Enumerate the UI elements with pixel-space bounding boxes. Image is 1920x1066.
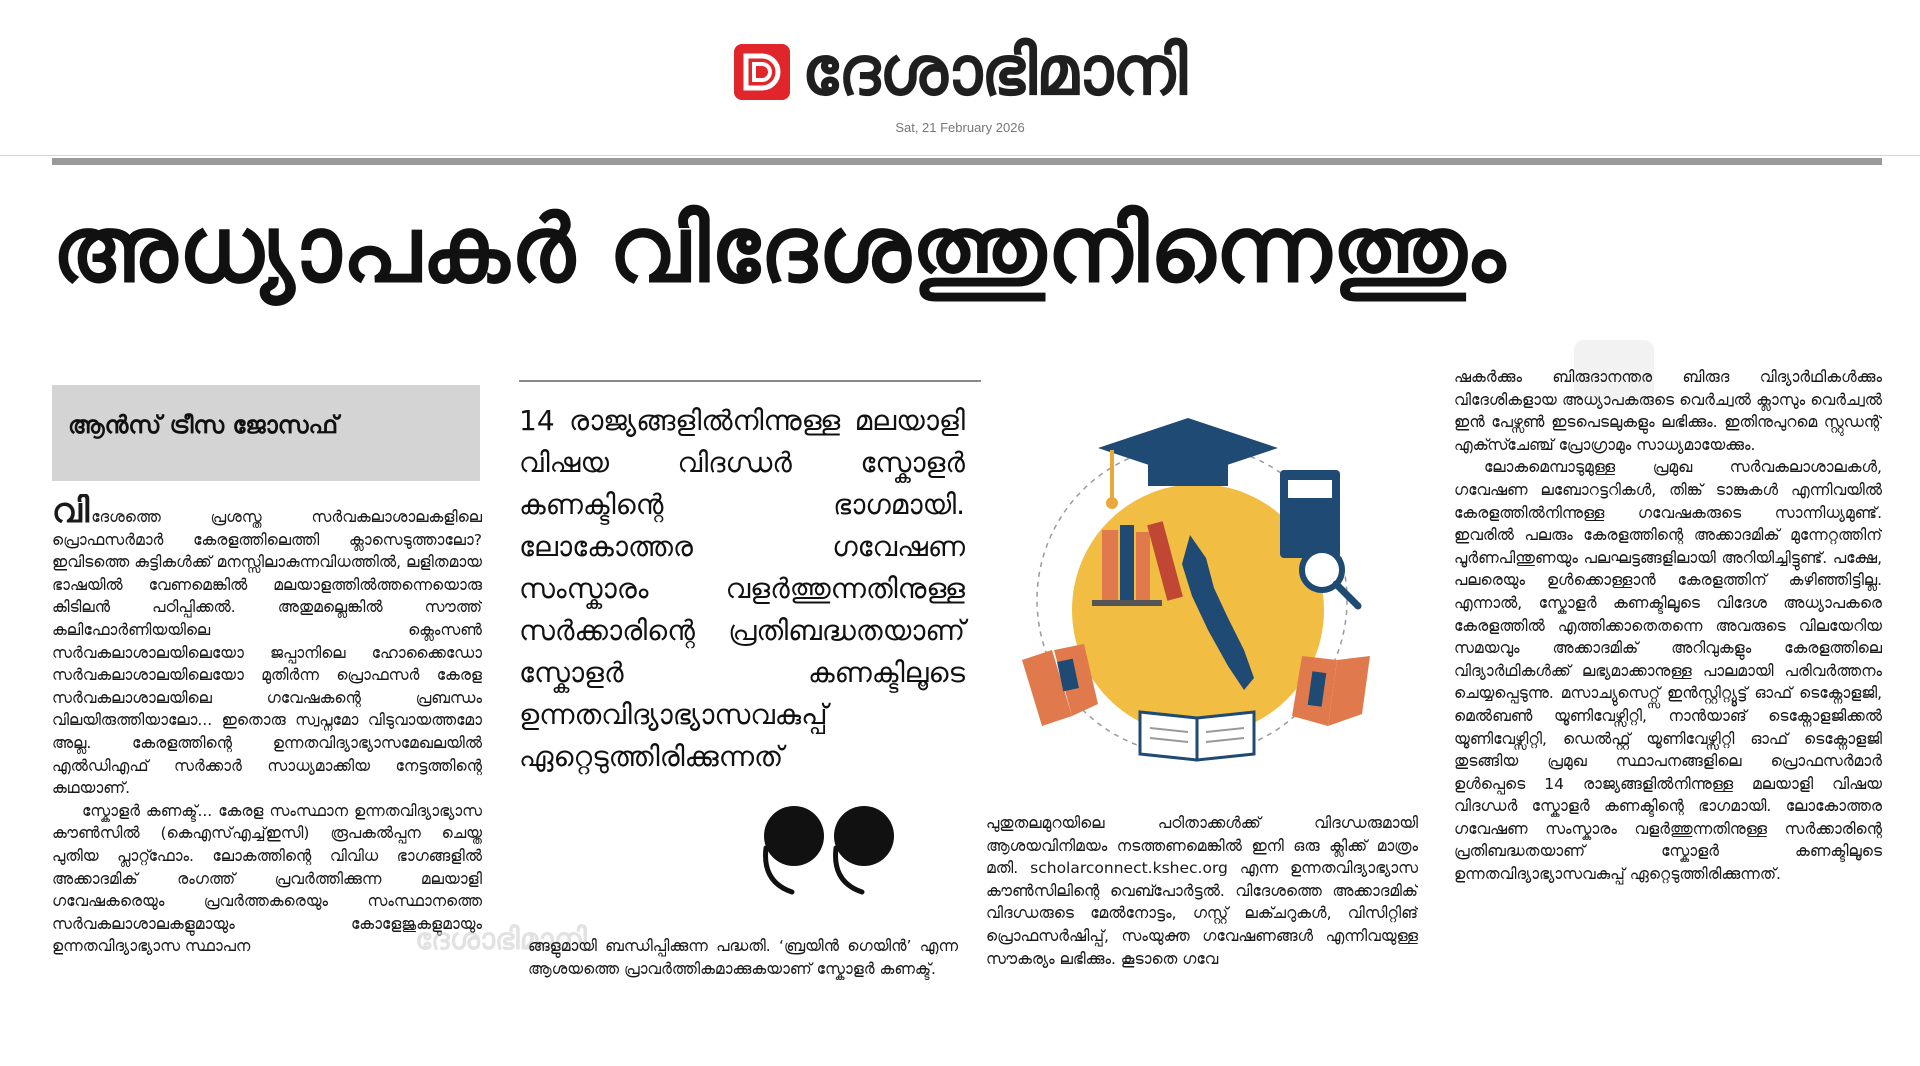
column-3: പുതുതലമുറയിലെ പഠിതാക്കൾക്ക് വിദഗ്ധരുമായി ആശയവിനിമയം നടത്തണമെങ്കിൽ ഇനി ഒരു ക്ലിക്ക് മാത്രം മതി. scholarconnect.kshec.org എന്ന ഉന്നതവിദ്യാഭ്യാസ കൗൺസിലിന്റെ വെബ്പോർട്ടൽ. വിദേശത്തെ അക്കാദമിക് വിദഗ്ധരുടെ മേൽനോട്ടം, ഗസ്റ്റ് ലക്ചറുകൾ, വിസിറ്റിങ് പ്രൊഫസർഷിപ്പ്, സംയുക്ത ഗവേഷണങ്ങൾ എന്നിവയുള്ള സൗകര്യം ലഭിക്കും. കൂടാതെ ഗവേ (986, 814, 1418, 968)
article-headline: അധ്യാപകർ വിദേശത്തുനിന്നെത്തും (52, 196, 1507, 303)
logo-text: ദേശാഭിമാനി (801, 32, 1187, 111)
deshabhimani-logo-icon (734, 44, 790, 100)
masthead (0, 0, 1920, 156)
pull-quote: 14 രാജ്യങ്ങളിൽനിന്നുള്ള മലയാളി വിഷയ വിദഗ്ധർ സ്കോളർ കണക്ടിന്റെ ഭാഗമായി. ലോകോത്തര ഗവേഷണ സംസ്കാരം വളർത്തുന്നതിനുള്ള സർക്കാരിന്റെ പ്രതിബദ്ധതയാണ് സ്കോളർ കണക്ടിലൂടെ ഉന്നതവിദ്യാഭ്യാസവകുപ്പ് ഏറ്റെടുത്തിരിക്കുന്നത് (519, 404, 965, 773)
header-rule (52, 158, 1882, 165)
logo[interactable] (0, 32, 1920, 111)
col4-paragraph-2: ലോകമെമ്പാടുമുള്ള പ്രമുഖ സർവകലാശാലകൾ, ഗവേഷണ ലബോറട്ടറികൾ, തിങ്ക് ടാങ്കുകൾ എന്നിവയിൽ കേരളത്തിൽനിന്നുള്ള ഗവേഷകരുടെ സാന്നിധ്യമുണ്ട്. ഇവരിൽ പലരും കേരളത്തിന്റെ അക്കാദമിക് മുന്നേറ്റത്തിന് പൂർണപിന്തുണയും പലഘട്ടങ്ങളിലായി അറിയിച്ചിട്ടുണ്ട്. പക്ഷേ, പലരെയും ഉൾക്കൊള്ളാൻ കേരളത്തിന് കഴിഞ്ഞിട്ടില്ല. എന്നാൽ, സ്കോളർ കണക്ടിലൂടെ വിദേശ അധ്യാപകരെ കേരളത്തിൽ എത്തിക്കാതെതന്നെ അവരുടെ വിലയേറിയ സമയവും അക്കാദമിക് അറിവുകളും കേരളത്തിലെ വിദ്യാർഥികൾക്ക് ലഭ്യമാക്കാനുള്ള പാലമായി പരിവർത്തനം ചെയ്യപ്പെടുന്നു. മസാച്യുസെറ്റ്സ് ഇൻസ്റ്റിറ്റ്യൂട്ട് ഓഫ് ടെക്നോളജി, മെൽബൺ യൂണിവേഴ്സിറ്റി, നാൻയാങ് ടെക്നോളജിക്കൽ യൂണിവേഴ്സിറ്റി, ഡെൽഫ്റ്റ് യൂണിവേഴ്സിറ്റി ഓഫ് ടെക്നോളജി തുടങ്ങിയ പ്രമുഖ സ്ഥാപനങ്ങളിലെ പ്രൊഫസർമാർ ഉൾപ്പെടെ 14 രാജ്യങ്ങളിൽനിന്നുള്ള മലയാളി വിഷയ വിദഗ്ധർ സ്കോളർ കണക്ടിന്റെ ഭാഗമായി. ലോകോത്തര ഗവേഷണ സംസ്കാരം വളർത്തുന്നതിനുള്ള സർക്കാരിന്റെ പ്രതിബദ്ധതയാണ് സ്കോളർ കണക്ടിലൂടെ ഉന്നതവിദ്യാഭ്യാസവകുപ്പ് ഏറ്റെടുത്തിരിക്കുന്നത്. (1454, 458, 1882, 884)
dropcap: വി (52, 494, 90, 531)
column-2-bottom: ങ്ങളുമായി ബന്ധിപ്പിക്കുന്ന പദ്ധതി. ‘ബ്രയിൻ ഗെയിൻ’ എന്ന ആശയത്തെ പ്രാവർത്തികമാക്കുകയാണ് സ്കോളർ കണക്ട്. (528, 937, 958, 978)
byline-box (52, 385, 480, 481)
paragraph-1 (52, 494, 482, 800)
byline: ആൻസ് ട്രീസ ജോസഫ് (68, 411, 339, 439)
paragraph-1-text: ദേശത്തെ പ്രശസ്ത സർവകലാശാലകളിലെ പ്രൊഫസർമാർ കേരളത്തിലെത്തി ക്ലാസെടുത്താലോ? ഇവിടത്തെ കുട്ടികൾക്ക് മനസ്സിലാകുന്നവിധത്തിൽ, ലളിതമായ ഭാഷയിൽ വേണമെങ്കിൽ മലയാളത്തിൽത്തന്നെയൊരു കിടിലൻ പഠിപ്പിക്കൽ. അതുമല്ലെങ്കിൽ സൗത്ത് കലിഫോർണിയയിലെ ക്ലെംസൺ സർവകലാശാലയിലെയോ ജപ്പാനിലെ ഹോക്കൈഡോ സർവകലാശാലയിലെയോ മുതിർന്ന പ്രൊഫസർ കേരള സർവകലാശാലയിലെ ഗവേഷകന്റെ പ്രബന്ധം വിലയിരുത്തിയാലോ... ഇതൊരു സ്വപ്നമോ വിടുവായത്തമോ അല്ല. കേരളത്തിന്റെ ഉന്നതവിദ്യാഭ്യാസമേഖലയിൽ എൽഡിഎഫ് സർക്കാർ സാധ്യമാക്കിയ നേട്ടത്തിന്റെ കഥയാണ്. (52, 508, 482, 798)
dateline: Sat, 21 February 2026 (895, 120, 1025, 135)
watermark: ദേശാഭിമാനി (415, 922, 587, 957)
col4-paragraph-1: ഷകർക്കും ബിരുദാനന്തര ബിരുദ വിദ്യാർഥികൾക്കും വിദേശികളായ അധ്യാപകരുടെ വെർച്വൽ ക്ലാസും വെർച്വൽ ഇൻ പേഴ്സൺ ഇടപെടലുകളും ലഭിക്കും. ഇതിനുപുറമെ സ്റ്റുഡന്റ് എക്സ്ചേഞ്ച് പ്രോഗ്രാമും സാധ്യമായേക്കും. (1454, 368, 1882, 454)
quote-marks-icon (752, 800, 912, 900)
education-kerala-illustration (992, 360, 1404, 780)
paragraph-2: സ്കോളർ കണക്ട്... കേരള സംസ്ഥാന ഉന്നതവിദ്യാഭ്യാസ കൗൺസിൽ (കെഎസ്എച്ച്ഇസി) രൂപകൽപ്പന ചെയ്ത പുതിയ പ്ലാറ്റ്ഫോം. ലോകത്തിന്റെ വിവിധ ഭാഗങ്ങളിൽ അക്കാദമിക് രംഗത്ത് പ്രവർത്തിക്കുന്ന മലയാളി ഗവേഷകരെയും പ്രവർത്തകരെയും സംസ്ഥാനത്തെ സർവകലാശാലകളുമായും കോളേജുകളുമായും ഉന്നതവിദ്യാഭ്യാസ സ്ഥാപന (52, 801, 482, 956)
column-4 (1454, 366, 1882, 1026)
pull-quote-rule (519, 380, 981, 382)
